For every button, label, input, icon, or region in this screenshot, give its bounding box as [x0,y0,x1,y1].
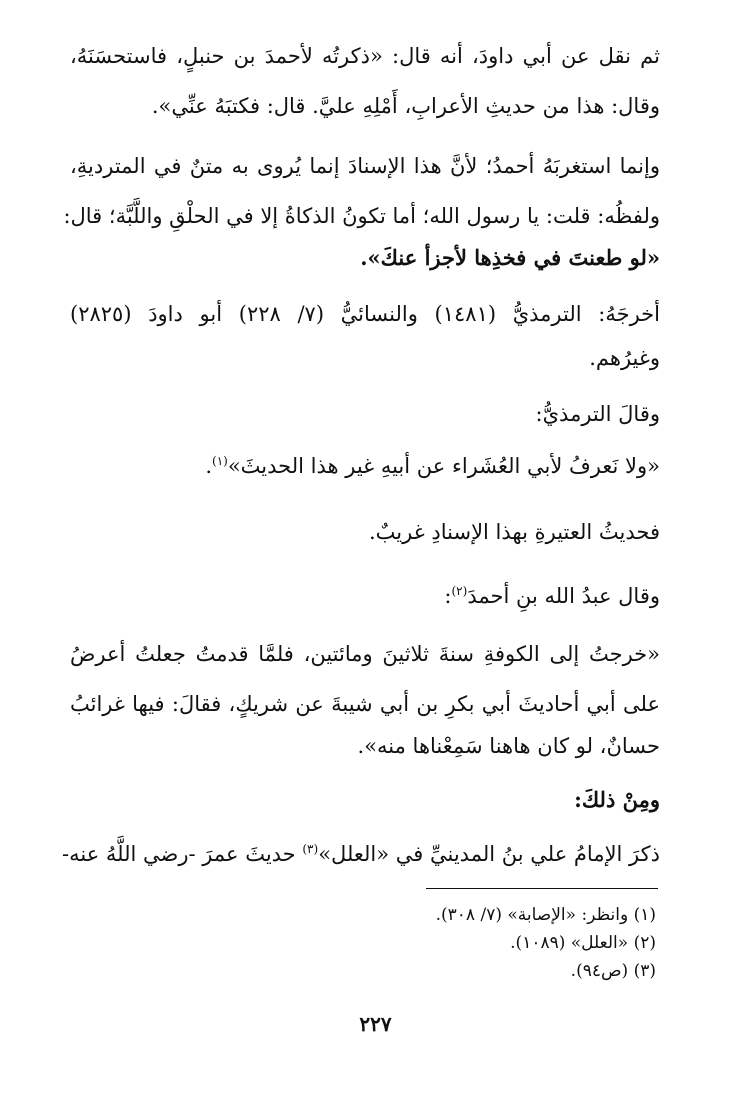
quote-line [70,446,660,486]
text-line: ولفظُه: قلت: يا رسول الله؛ أما تكونُ الذكاةُ إلا في الحلْقِ واللَّبَّة؛ قال: [63,204,660,228]
footnote-ref: (٣) [302,842,319,856]
footnote: (١) وانظر: «الإصابة» (٧/ ٣٠٨). [435,905,656,925]
page-number: ٢٢٧ [359,1012,392,1036]
punctuation: . [205,454,212,478]
line-text: حديثَ عمرَ -رضي اللَّهُ عنه- [62,842,296,866]
quote-line: على أبي أحاديثَ أبي بكرِ بن أبي شيبةَ عن شريكٍ، فقالَ: فيها غرائبُ [70,692,660,716]
footnote: (٣) (ص٩٤). [570,961,656,981]
footnote-divider [426,888,658,889]
quote-line: «خرجتُ إلى الكوفةِ سنةَ ثلاثينَ ومائتين، فلمَّا قدمتُ جعلتُ أعرضُ [70,642,660,666]
quote-line: «لو طعنتَ في فخذِها لأجزأ عنكَ». [360,245,660,270]
text-line: وغيرُهم. [589,346,660,370]
footnote-ref: (٢) [451,584,468,598]
text-line: وقالَ الترمذيُّ: [535,402,660,426]
text-line: وقال: هذا من حديثِ الأعرابِ، أَمْلِهِ عليَّ. قال: فكتبَهُ عنِّي». [151,94,660,118]
section-lead: ومِنْ ذلكَ: [574,787,660,812]
text-line: وإنما استغربَهُ أحمدُ؛ لأنَّ هذا الإسنادَ إنما يُروى به متنٌ في المترديةِ، [70,154,660,178]
punctuation: : [444,584,452,608]
text-line: ثم نقل عن أبي داودَ، أنه قال: «ذكرتُه لأحمدَ بن حنبلٍ، فاستحسَنَهُ، [70,44,660,68]
quote-text: «ولا نَعرفُ لأبي العُشَراء عن أبيهِ غير هذا الحديثَ» [227,454,660,478]
quote-line: حسانٌ، لو كان هاهنا سَمِعْناها منه». [357,734,660,758]
line-text: وقال عبدُ الله بنِ أحمدَ [467,584,660,608]
text-line [70,576,660,616]
text-line: أخرجَهُ: الترمذيُّ (١٤٨١) والنسائيُّ (٧/ ٢٢٨) أبو داودَ (٢٨٢٥) [70,302,660,326]
text-line: فحديثُ العتيرةِ بهذا الإسنادِ غريبٌ. [369,520,660,544]
text-line [62,834,660,874]
footnote: (٢) «العلل» (١٠٨٩). [510,933,656,953]
footnote-ref: (١) [212,454,228,468]
line-text: ذكرَ الإمامُ علي بنُ المدينيِّ في «العلل» [318,842,660,866]
